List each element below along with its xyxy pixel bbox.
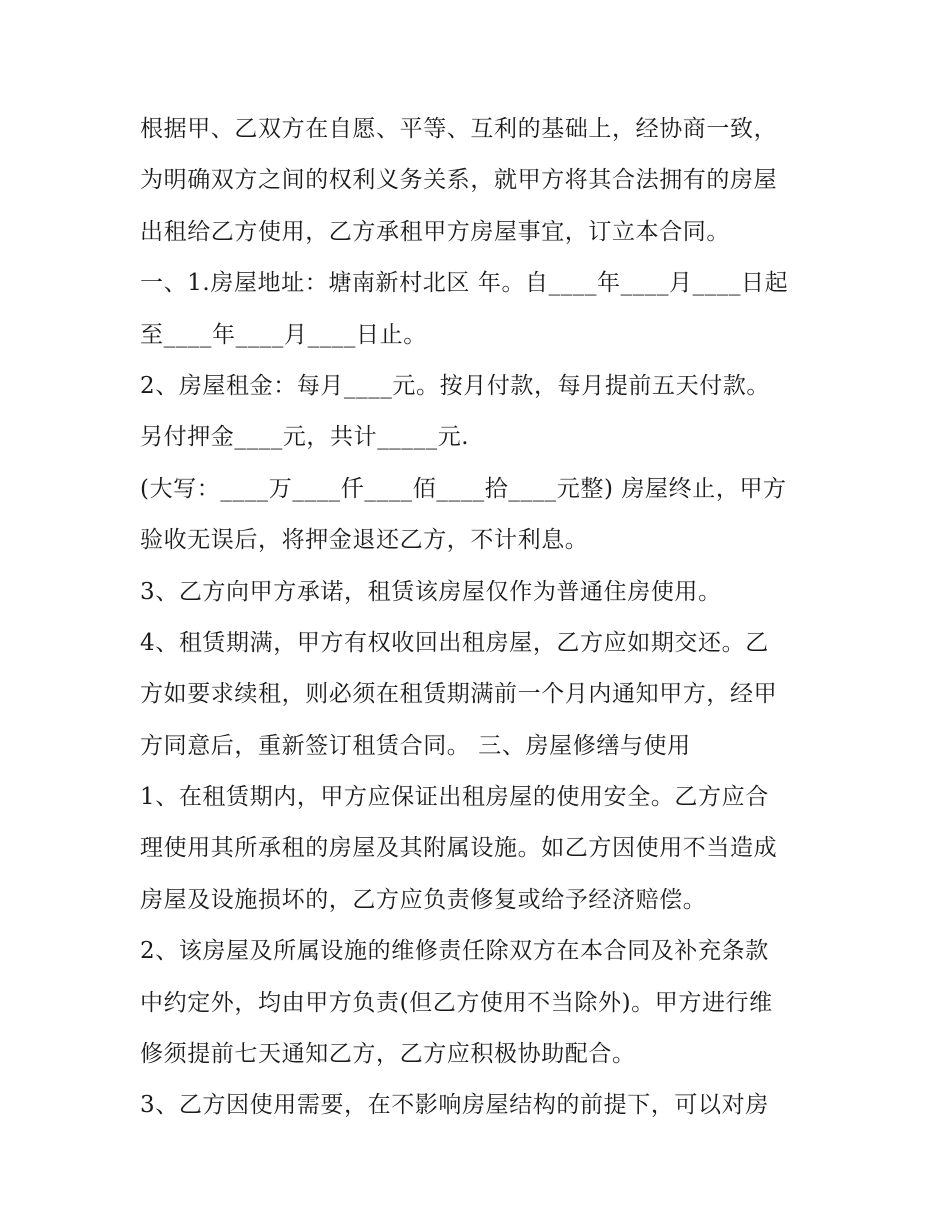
text-line: 修须提前七天通知乙方，乙方应积极协助配合。 [140, 1041, 636, 1068]
text-line: 理使用其所承租的房屋及其附属设施。如乙方因使用不当造成 [140, 835, 778, 862]
text-line: 2、房屋租金：每月____元。按月付款，每月提前五天付款。 [140, 372, 771, 399]
text-line: 方同意后，重新签订租赁合同。 三、房屋修缮与使用 [140, 732, 691, 759]
text-line: (大写：____万____仟____佰____拾____元整) 房屋终止，甲方 [140, 475, 787, 502]
text-line: 中约定外，均由甲方负责(但乙方使用不当除外)。甲方进行维 [140, 989, 773, 1016]
text-line: 出租给乙方使用，乙方承租甲方房屋事宜，订立本合同。 [140, 218, 730, 245]
text-line: 至____年____月____日止。 [140, 321, 427, 348]
text-line: 根据甲、乙双方在自愿、平等、互利的基础上，经协商一致， [140, 116, 778, 142]
text-line: 方如要求续租，则必须在租赁期满前一个月内通知甲方，经甲 [140, 681, 778, 708]
text-line: 另付押金____元，共计_____元. [140, 424, 470, 451]
text-line: 为明确双方之间的权利义务关系，就甲方将其合法拥有的房屋 [140, 167, 778, 194]
text-line: 4、租赁期满，甲方有权收回出租房屋，乙方应如期交还。乙 [140, 629, 769, 656]
text-line: 2、该房屋及所属设施的维修责任除双方在本合同及补充条款 [140, 938, 769, 965]
text-line: 3、乙方因使用需要，在不影响房屋结构的前提下，可以对房 [140, 1092, 769, 1119]
text-line: 房屋及设施损坏的，乙方应负责修复或给予经济赔偿。 [140, 886, 707, 913]
text-line: 一、1.房屋地址：塘南新村北区 年。自____年____月____日起 [140, 270, 789, 297]
contract-body [140, 104, 840, 1132]
text-line: 验收无误后，将押金退还乙方，不计利息。 [140, 527, 589, 554]
text-line: 3、乙方向甲方承诺，租赁该房屋仅作为普通住房使用。 [140, 578, 722, 605]
text-line: 1、在租赁期内，甲方应保证出租房屋的使用安全。乙方应合 [140, 784, 769, 811]
